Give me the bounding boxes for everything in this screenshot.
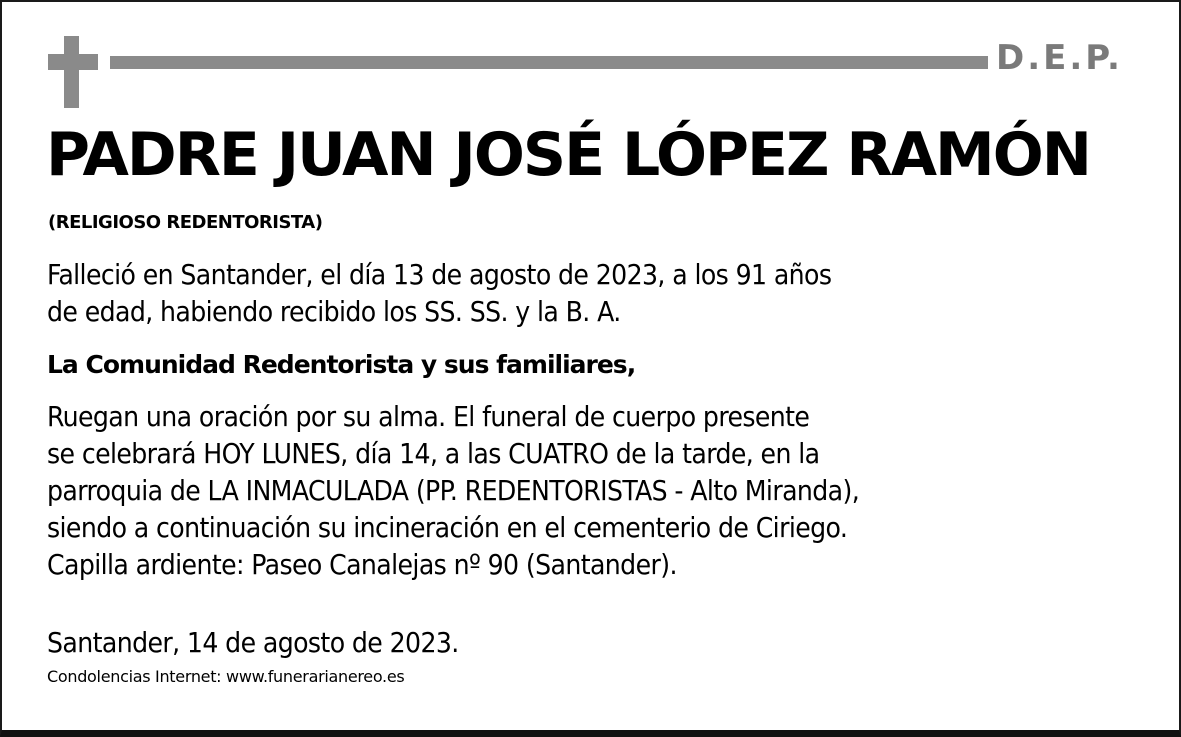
family-line: La Comunidad Redentorista y sus familiares,: [47, 350, 636, 379]
dep-label: D.E.P.: [996, 38, 1123, 78]
funeral-line: Capilla ardiente: Paseo Canalejas nº 90 (Santander).: [47, 548, 677, 581]
deceased-subtitle: (RELIGIOSO REDENTORISTA): [48, 212, 323, 233]
funeral-line: Ruegan una oración por su alma. El funeral de cuerpo presente: [47, 400, 810, 433]
place-date: Santander, 14 de agosto de 2023.: [47, 626, 459, 659]
funeral-line: siendo a continuación su incineración en el cementerio de Ciriego.: [47, 511, 848, 544]
death-notice-line: de edad, habiendo recibido los SS. SS. y la B. A.: [47, 295, 621, 328]
funeral-paragraph: [47, 398, 859, 583]
death-notice-paragraph: [47, 256, 831, 330]
funeral-line: se celebrará HOY LUNES, día 14, a las CUATRO de la tarde, en la: [47, 437, 820, 470]
condolences-internet: Condolencias Internet: www.funerarianereo.es: [47, 667, 405, 686]
deceased-name: PADRE JUAN JOSÉ LÓPEZ RAMÓN: [46, 120, 1090, 190]
header-rule: [110, 56, 988, 69]
funeral-line: parroquia de LA INMACULADA (PP. REDENTORISTAS - Alto Miranda),: [47, 474, 860, 507]
death-notice-line: Falleció en Santander, el día 13 de agosto de 2023, a los 91 años: [47, 258, 832, 291]
cross-vertical-bar: [64, 36, 79, 108]
cross-horizontal-bar: [48, 54, 98, 70]
